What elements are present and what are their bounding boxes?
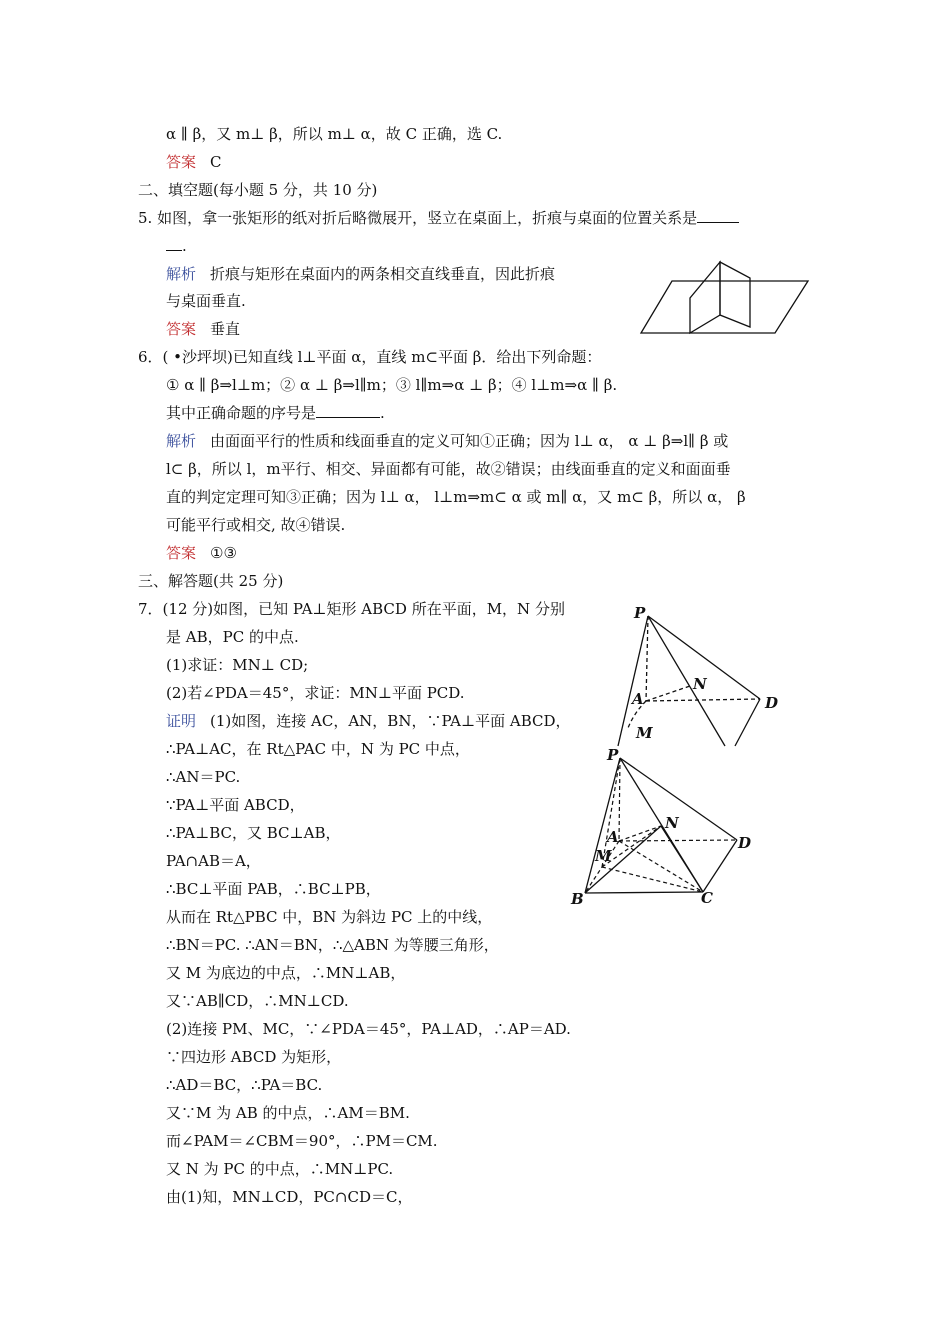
vertex-label-a: A: [607, 828, 619, 846]
proof-line: 而∠PAM＝∠CBM＝90°，∴PM＝CM.: [166, 1132, 438, 1150]
vertex-label-n: N: [665, 814, 679, 832]
answer-label: 答案: [166, 320, 197, 338]
question-5-analysis: 解析 折痕与矩形在桌面内的两条相交直线垂直，因此折痕: [166, 265, 556, 283]
question-7-stem: 7．(12 分)如图，已知 PA⊥矩形 ABCD 所在平面，M，N 分别: [138, 600, 565, 618]
proof-line: ∴BN＝PC. ∴AN＝BN，∴△ABN 为等腰三角形，: [166, 936, 499, 954]
proof-line: 又 M 为底边的中点，∴MN⊥AB，: [166, 964, 406, 982]
question-7-part1: (1)求证：MN⊥ CD;: [166, 656, 309, 674]
answer-line-q5: [166, 319, 240, 339]
question-6-propositions: ① α ∥ β⇒l⊥m；② α ⊥ β⇒l∥m；③ l∥m⇒α ⊥ β；④ l⊥m⇒α ∥ β.: [166, 376, 618, 394]
question-6-analysis-cont: l⊂ β，所以 l，m平行、相交、异面都有可能，故②错误；由线面垂直的定义和面面垂: [166, 460, 731, 478]
proof-line: PA∩AB＝A，: [166, 852, 261, 870]
vertex-label-b: B: [571, 890, 584, 908]
pyramid-figure-2: [565, 740, 765, 912]
answer-label: 答案: [166, 153, 197, 171]
answer-blank: [697, 208, 739, 223]
answer-line-q4: [166, 152, 222, 172]
question-5-analysis-cont: 与桌面垂直.: [166, 292, 246, 310]
proof-line: (2)连接 PM、MC，∵∠PDA＝45°，PA⊥AD，∴AP＝AD.: [166, 1020, 571, 1038]
answer-blank: [166, 236, 182, 251]
question-6-analysis-cont: 可能平行或相交, 故④错误.: [166, 516, 346, 534]
line-q4-conclusion: α ∥ β，又 m⊥ β，所以 m⊥ α，故 C 正确，选 C.: [166, 125, 503, 143]
proof-line: 由(1)知，MN⊥CD，PC∩CD＝C，: [166, 1188, 413, 1206]
answer-value: 垂直: [210, 320, 241, 338]
proof-line: ∴AN＝PC.: [166, 768, 241, 786]
section-heading-fill-blank: 二、填空题(每小题 5 分，共 10 分): [138, 181, 378, 199]
vertex-label-a: A: [632, 690, 644, 708]
vertex-label-m: M: [595, 847, 612, 865]
proof-line: 又 N 为 PC 的中点，∴MN⊥PC.: [166, 1160, 394, 1178]
question-6-prompt: 其中正确命题的序号是 .: [166, 404, 385, 422]
vertex-label-d: D: [738, 834, 752, 852]
proof-line: ∴AD＝BC，∴PA＝BC.: [166, 1076, 323, 1094]
folded-paper-figure: [636, 258, 812, 336]
vertex-label-p: P: [634, 604, 646, 622]
analysis-label: 解析: [166, 265, 197, 283]
vertex-label-c: C: [701, 889, 713, 907]
answer-value: C: [210, 153, 222, 171]
answer-label: 答案: [166, 544, 197, 562]
proof-line: ∴PA⊥BC，又 BC⊥AB，: [166, 824, 341, 842]
answer-blank: [316, 403, 380, 418]
proof-line: 从而在 Rt△PBC 中，BN 为斜边 PC 上的中线，: [166, 908, 493, 926]
vertex-label-p: P: [607, 746, 619, 764]
desk-plane: [641, 281, 808, 333]
answer-value: ①③: [210, 544, 237, 562]
proof-line: 又∵AB∥CD，∴MN⊥CD.: [166, 992, 349, 1010]
question-6-analysis-cont: 直的判定定理可知③正确；因为 l⊥ α， l⊥m⇒m⊂ α 或 m∥ α，又 m⊂ β，所以 α， β: [166, 488, 746, 506]
section-heading-solve: 三、解答题(共 25 分): [138, 572, 284, 590]
vertex-label-n: N: [693, 675, 707, 693]
proof-line: ∴BC⊥平面 PAB，∴BC⊥PB，: [166, 880, 381, 898]
pyramid-figure-1: [600, 598, 795, 748]
question-5-stem: 5. 如图，拿一张矩形的纸对折后略微展开，竖立在桌面上，折痕与桌面的位置关系是: [138, 208, 739, 228]
proof-line: ∴PA⊥AC，在 Rt△PAC 中，N 为 PC 中点，: [166, 740, 470, 758]
paper-half-right: [720, 262, 750, 327]
analysis-label: 解析: [166, 432, 197, 450]
proof-line: 又∵M 为 AB 的中点，∴AM＝BM.: [166, 1104, 410, 1122]
paper-half-left: [690, 262, 720, 333]
question-7-stem-cont: 是 AB，PC 的中点.: [166, 628, 299, 646]
vertex-label-d: D: [765, 694, 779, 712]
proof-line: 证明 (1)如图，连接 AC，AN，BN，∵PA⊥平面 ABCD，: [166, 712, 571, 730]
question-6-stem: 6．( •沙坪坝)已知直线 l⊥平面 α，直线 m⊂平面 β．给出下列命题：: [138, 348, 602, 366]
proof-line: ∵四边形 ABCD 为矩形，: [166, 1048, 342, 1066]
question-7-part2: (2)若∠PDA＝45°，求证：MN⊥平面 PCD.: [166, 684, 465, 702]
answer-line-q6: [166, 543, 237, 563]
proof-line: ∵PA⊥平面 ABCD，: [166, 796, 305, 814]
question-5-stem-cont: .: [166, 236, 187, 256]
proof-label: 证明: [166, 712, 197, 730]
question-6-analysis: 解析 由面面平行的性质和线面垂直的定义可知①正确；因为 l⊥ α， α ⊥ β⇒l∥ β 或: [166, 432, 729, 450]
vertex-label-m: M: [636, 724, 653, 742]
